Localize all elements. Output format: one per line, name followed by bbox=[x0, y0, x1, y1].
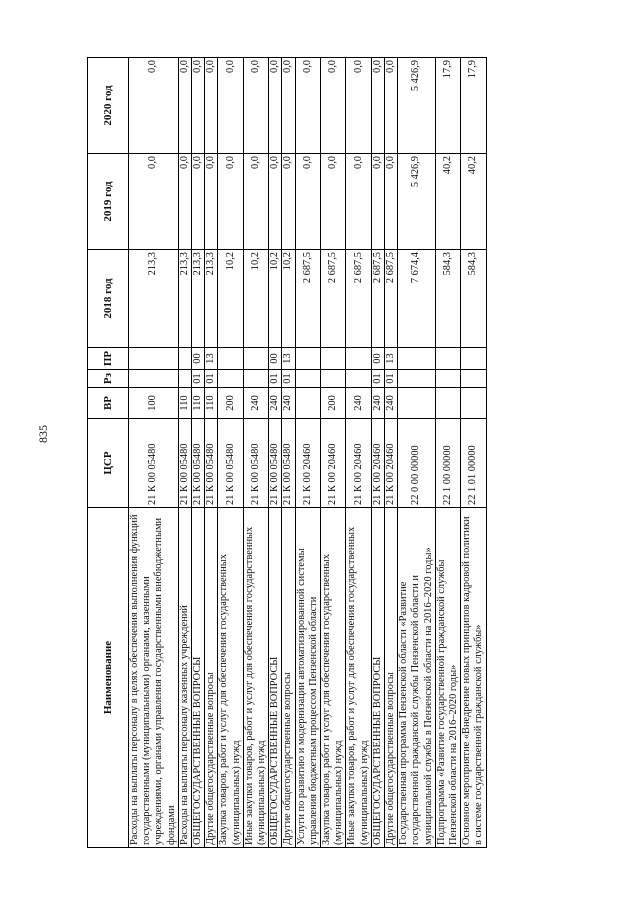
row-name: Другие общегосударственные вопросы bbox=[282, 508, 295, 848]
row-2020: 0,0 bbox=[218, 58, 243, 154]
row-name: Другие общегосударственные вопросы bbox=[385, 508, 398, 848]
row-rz bbox=[129, 370, 179, 388]
table-row bbox=[178, 58, 191, 848]
row-vr: 240 bbox=[243, 388, 268, 419]
table-row bbox=[321, 58, 346, 848]
row-name: Основное мероприятие «Внедрение новых принципов кадровой политики в системе государственной гражданской службы» bbox=[461, 508, 486, 848]
row-pr bbox=[435, 348, 460, 370]
row-pr: 00 bbox=[192, 348, 205, 370]
row-name: Закупка товаров, работ и услуг для обеспечения государственных (муниципальных) нужд bbox=[321, 508, 346, 848]
row-rz: 01 bbox=[385, 370, 398, 388]
table-row bbox=[435, 58, 460, 848]
row-2019: 0,0 bbox=[129, 154, 179, 250]
row-2019: 0,0 bbox=[295, 154, 320, 250]
row-pr: 13 bbox=[385, 348, 398, 370]
row-2018: 10,2 bbox=[218, 250, 243, 348]
row-2020: 0,0 bbox=[269, 58, 282, 154]
row-pr bbox=[178, 348, 191, 370]
table-body bbox=[129, 58, 487, 848]
row-2018: 213,3 bbox=[129, 250, 179, 348]
row-2019: 0,0 bbox=[346, 154, 371, 250]
row-csr: 21 К 00 20460 bbox=[371, 419, 384, 508]
row-2018: 2 687,5 bbox=[385, 250, 398, 348]
row-rz: 01 bbox=[269, 370, 282, 388]
row-2019: 0,0 bbox=[371, 154, 384, 250]
page-number: 835 bbox=[36, 425, 50, 443]
table-row bbox=[218, 58, 243, 848]
row-2018: 213,3 bbox=[178, 250, 191, 348]
budget-table bbox=[87, 57, 487, 848]
row-pr bbox=[461, 348, 486, 370]
row-vr: 110 bbox=[205, 388, 218, 419]
row-2020: 0,0 bbox=[282, 58, 295, 154]
header-name: Наименование bbox=[88, 508, 129, 848]
row-2019: 5 426,9 bbox=[398, 154, 436, 250]
row-pr bbox=[346, 348, 371, 370]
row-vr bbox=[398, 388, 436, 419]
header-2018: 2018 год bbox=[88, 250, 129, 348]
table-row bbox=[192, 58, 205, 848]
header-csr: ЦСР bbox=[88, 419, 129, 508]
row-vr: 240 bbox=[385, 388, 398, 419]
row-rz bbox=[461, 370, 486, 388]
row-2019: 40,2 bbox=[435, 154, 460, 250]
row-2018: 10,2 bbox=[243, 250, 268, 348]
row-vr: 100 bbox=[129, 388, 179, 419]
header-rz: Рз bbox=[88, 370, 129, 388]
row-pr: 13 bbox=[282, 348, 295, 370]
row-2020: 0,0 bbox=[243, 58, 268, 154]
row-2019: 0,0 bbox=[385, 154, 398, 250]
row-vr: 240 bbox=[371, 388, 384, 419]
row-2018: 2 687,5 bbox=[295, 250, 320, 348]
row-csr: 21 К 00 05480 bbox=[178, 419, 191, 508]
row-vr: 110 bbox=[192, 388, 205, 419]
table-row bbox=[282, 58, 295, 848]
row-2019: 0,0 bbox=[269, 154, 282, 250]
row-2019: 0,0 bbox=[192, 154, 205, 250]
row-name: Государственная программа Пензенской области «Развитие государственной гражданской службы Пензенской области и муниципальной службы в Пензенской области на 2016–2020 годы» bbox=[398, 508, 436, 848]
row-2018: 10,2 bbox=[269, 250, 282, 348]
row-2018: 584,3 bbox=[435, 250, 460, 348]
row-rz: 01 bbox=[371, 370, 384, 388]
row-csr: 22 1 00 00000 bbox=[435, 419, 460, 508]
row-vr: 200 bbox=[321, 388, 346, 419]
row-2018: 2 687,5 bbox=[371, 250, 384, 348]
row-name: Другие общегосударственные вопросы bbox=[205, 508, 218, 848]
row-2018: 2 687,5 bbox=[321, 250, 346, 348]
row-pr: 13 bbox=[205, 348, 218, 370]
row-csr: 21 К 00 05480 bbox=[192, 419, 205, 508]
row-csr: 22 1 01 00000 bbox=[461, 419, 486, 508]
row-pr bbox=[321, 348, 346, 370]
row-pr: 00 bbox=[269, 348, 282, 370]
row-vr: 240 bbox=[346, 388, 371, 419]
table-row bbox=[398, 58, 436, 848]
table-row bbox=[385, 58, 398, 848]
row-vr: 110 bbox=[178, 388, 191, 419]
row-csr: 21 К 00 20460 bbox=[295, 419, 320, 508]
row-csr: 21 К 00 20460 bbox=[385, 419, 398, 508]
table-row bbox=[205, 58, 218, 848]
row-2020: 0,0 bbox=[192, 58, 205, 154]
row-rz bbox=[346, 370, 371, 388]
row-2020: 17,9 bbox=[461, 58, 486, 154]
row-name: Расходы на выплаты персоналу казенных учреждений bbox=[178, 508, 191, 848]
table-row bbox=[129, 58, 179, 848]
row-vr bbox=[295, 388, 320, 419]
row-2018: 213,3 bbox=[192, 250, 205, 348]
row-rz: 01 bbox=[205, 370, 218, 388]
row-2020: 0,0 bbox=[295, 58, 320, 154]
row-2020: 0,0 bbox=[205, 58, 218, 154]
header-vr: ВР bbox=[88, 388, 129, 419]
row-rz bbox=[398, 370, 436, 388]
row-2019: 0,0 bbox=[243, 154, 268, 250]
row-csr: 21 К 00 20460 bbox=[321, 419, 346, 508]
row-csr: 21 К 00 05480 bbox=[282, 419, 295, 508]
row-name: ОБЩЕГОСУДАРСТВЕННЫЕ ВОПРОСЫ bbox=[269, 508, 282, 848]
row-csr: 22 0 00 00000 bbox=[398, 419, 436, 508]
row-2019: 0,0 bbox=[218, 154, 243, 250]
row-rz bbox=[435, 370, 460, 388]
row-name: Иные закупки товаров, работ и услуг для обеспечения государственных (муниципальных) нужд bbox=[243, 508, 268, 848]
row-2020: 0,0 bbox=[371, 58, 384, 154]
header-2019: 2019 год bbox=[88, 154, 129, 250]
row-pr: 00 bbox=[371, 348, 384, 370]
row-rz bbox=[218, 370, 243, 388]
rotated-table-container bbox=[87, 58, 562, 848]
row-2020: 0,0 bbox=[321, 58, 346, 154]
row-rz: 01 bbox=[282, 370, 295, 388]
row-rz bbox=[243, 370, 268, 388]
row-2018: 10,2 bbox=[282, 250, 295, 348]
row-pr bbox=[295, 348, 320, 370]
row-csr: 21 К 00 20460 bbox=[346, 419, 371, 508]
table-row bbox=[295, 58, 320, 848]
row-2018: 584,3 bbox=[461, 250, 486, 348]
row-2020: 17,9 bbox=[435, 58, 460, 154]
row-name: Услуги по развитию и модернизации автоматизированной системы управления бюджетным процессом Пензенской области bbox=[295, 508, 320, 848]
row-vr: 240 bbox=[282, 388, 295, 419]
row-rz bbox=[321, 370, 346, 388]
row-2020: 0,0 bbox=[385, 58, 398, 154]
row-pr bbox=[218, 348, 243, 370]
row-rz: 01 bbox=[192, 370, 205, 388]
row-2020: 0,0 bbox=[129, 58, 179, 154]
table-row bbox=[346, 58, 371, 848]
row-2019: 0,0 bbox=[205, 154, 218, 250]
row-name: Закупка товаров, работ и услуг для обеспечения государственных (муниципальных) нужд bbox=[218, 508, 243, 848]
row-name: ОБЩЕГОСУДАРСТВЕННЫЕ ВОПРОСЫ bbox=[192, 508, 205, 848]
row-pr bbox=[243, 348, 268, 370]
row-name: ОБЩЕГОСУДАРСТВЕННЫЕ ВОПРОСЫ bbox=[371, 508, 384, 848]
row-csr: 21 К 00 05480 bbox=[218, 419, 243, 508]
table-header-row bbox=[88, 58, 129, 848]
row-csr: 21 К 00 05480 bbox=[269, 419, 282, 508]
row-csr: 21 К 00 05480 bbox=[129, 419, 179, 508]
row-name: Подпрограмма «Развитие государственной гражданской службы Пензенской области на 2016–2020 годы» bbox=[435, 508, 460, 848]
row-name: Иные закупки товаров, работ и услуг для обеспечения государственных (муниципальных) нужд bbox=[346, 508, 371, 848]
header-2020: 2020 год bbox=[88, 58, 129, 154]
row-2020: 0,0 bbox=[178, 58, 191, 154]
table-row bbox=[269, 58, 282, 848]
header-pr: ПР bbox=[88, 348, 129, 370]
row-2020: 5 426,9 bbox=[398, 58, 436, 154]
table-row bbox=[243, 58, 268, 848]
row-2018: 7 674,4 bbox=[398, 250, 436, 348]
row-2018: 213,3 bbox=[205, 250, 218, 348]
row-vr: 240 bbox=[269, 388, 282, 419]
table-row bbox=[371, 58, 384, 848]
row-pr bbox=[129, 348, 179, 370]
row-2019: 0,0 bbox=[282, 154, 295, 250]
row-rz bbox=[178, 370, 191, 388]
row-2019: 0,0 bbox=[178, 154, 191, 250]
row-name: Расходы на выплаты персоналу в целях обеспечения выполнения функций государственными (муниципальными) органами, казенными учреждениями, органами управления государственными внебюджетными фондами bbox=[129, 508, 179, 848]
row-2019: 40,2 bbox=[461, 154, 486, 250]
row-vr bbox=[435, 388, 460, 419]
row-2019: 0,0 bbox=[321, 154, 346, 250]
table-row bbox=[461, 58, 486, 848]
row-csr: 21 К 00 05480 bbox=[205, 419, 218, 508]
row-vr bbox=[461, 388, 486, 419]
row-pr bbox=[398, 348, 436, 370]
row-rz bbox=[295, 370, 320, 388]
row-csr: 21 К 00 05480 bbox=[243, 419, 268, 508]
row-2020: 0,0 bbox=[346, 58, 371, 154]
row-2018: 2 687,5 bbox=[346, 250, 371, 348]
row-vr: 200 bbox=[218, 388, 243, 419]
